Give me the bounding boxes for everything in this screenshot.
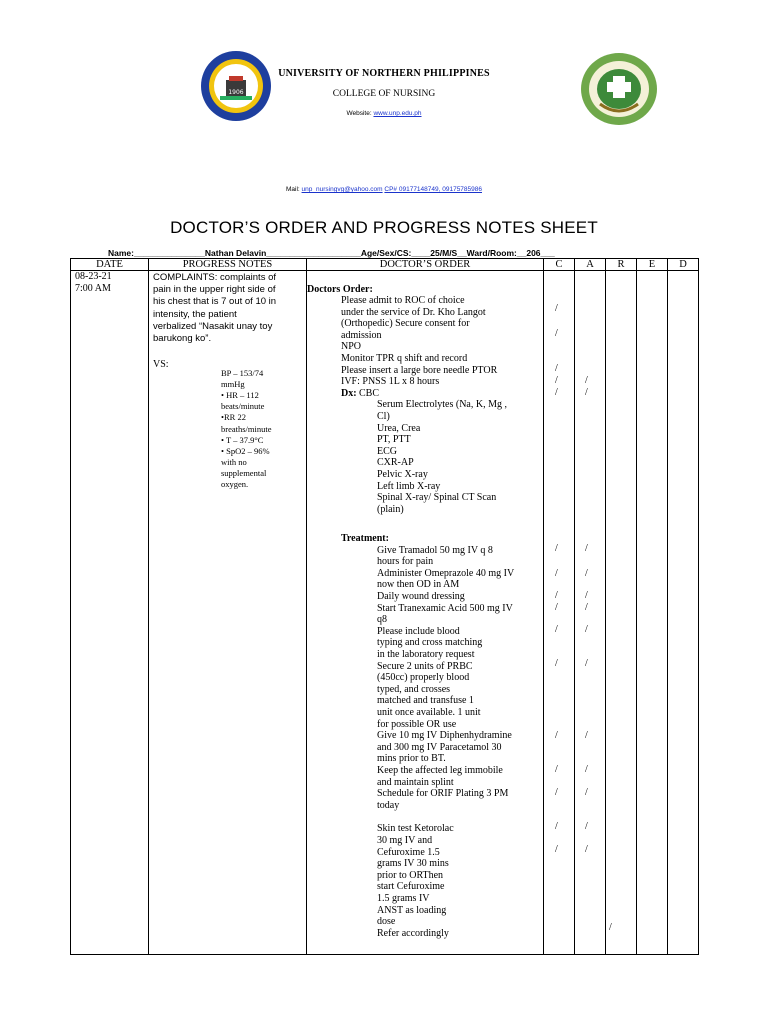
- d-column-cell: [668, 271, 699, 955]
- dx-line: Serum Electrolytes (Na, K, Mg ,: [377, 399, 507, 411]
- phone-link[interactable]: CP# 09177148749, 09175785986: [384, 186, 482, 193]
- treatment-line: Give 10 mg IV Diphenhydramine: [377, 730, 512, 742]
- order-line: (Orthopedic) Secure consent for: [341, 318, 470, 330]
- header-a: A: [575, 259, 606, 271]
- table-header-row: [71, 259, 699, 271]
- skin-test-line: ANST as loading: [377, 904, 447, 916]
- treatment-line: Give Tramadol 50 mg IV q 8: [377, 544, 493, 556]
- header-c: C: [544, 259, 575, 271]
- a-check-mark: /: [585, 375, 588, 386]
- a-check-mark: /: [585, 387, 588, 398]
- complaint-line: intensity, the patient: [153, 308, 237, 320]
- vital-sign-line: • SpO2 – 96%: [221, 445, 270, 456]
- a-check-mark: /: [585, 602, 588, 613]
- c-check-mark: /: [555, 821, 558, 832]
- c-column-cell: [544, 271, 575, 955]
- c-check-mark: /: [555, 543, 558, 554]
- skin-test-line: Cefuroxime 1.5: [377, 846, 440, 858]
- a-check-mark: /: [585, 730, 588, 741]
- a-check-mark: /: [585, 543, 588, 554]
- c-check-mark: /: [555, 387, 558, 398]
- c-check-mark: /: [555, 844, 558, 855]
- a-check-mark: /: [585, 624, 588, 635]
- treatment-line: today: [377, 799, 400, 811]
- contact-line: [0, 186, 768, 193]
- dx-line: (plain): [377, 503, 404, 515]
- vital-sign-line: supplemental: [221, 467, 267, 478]
- treatment-line: hours for pain: [377, 556, 434, 568]
- patient-info-line: Name:_______________Nathan Delavin____________________Age/Sex/CS:____25/M/S__Ward/Room:__206___: [108, 248, 555, 258]
- time-value: 7:00 AM: [75, 283, 111, 294]
- c-check-mark: /: [555, 787, 558, 798]
- treatment-line: mins prior to BT.: [377, 753, 446, 765]
- treatment-line: for possible OR use: [377, 718, 457, 730]
- c-check-mark: /: [555, 568, 558, 579]
- complaint-line: his chest that is 7 out of 10 in: [153, 296, 277, 308]
- c-check-mark: /: [555, 602, 558, 613]
- header-progress-notes: PROGRESS NOTES: [149, 259, 307, 271]
- progress-notes-cell: [149, 271, 307, 955]
- a-check-mark: /: [585, 821, 588, 832]
- order-line: Monitor TPR q shift and record: [341, 353, 468, 364]
- dx-line: CBC: [359, 387, 380, 399]
- treatment-line: matched and transfuse 1: [377, 695, 474, 707]
- order-line: under the service of Dr. Kho Langot: [341, 306, 486, 318]
- vital-sign-line: • T – 37.9°C: [221, 434, 264, 445]
- dx-line: Left limb X-ray: [377, 480, 441, 492]
- e-column-cell: [637, 271, 668, 955]
- treatment-line: and 300 mg IV Paracetamol 30: [377, 741, 502, 753]
- treatment-line: typed, and crosses: [377, 683, 451, 695]
- treatment-line: Schedule for ORIF Plating 3 PM: [377, 788, 509, 800]
- dx-line: ECG: [377, 445, 397, 457]
- vital-sign-line: beats/minute: [221, 401, 265, 412]
- college-name: COLLEGE OF NURSING: [332, 89, 436, 99]
- vs-label: VS:: [153, 359, 169, 370]
- treatment-line: (450cc) properly blood: [377, 672, 470, 684]
- order-line: admission: [341, 329, 382, 341]
- order-line: Please admit to ROC of choice: [341, 295, 465, 306]
- treatment-line: Daily wound dressing: [377, 591, 465, 602]
- treatment-line: unit once available. 1 unit: [377, 707, 481, 718]
- c-check-mark: /: [555, 764, 558, 775]
- website-line: [0, 110, 768, 117]
- vital-sign-line: breaths/minute: [221, 423, 272, 434]
- date-cell: [71, 271, 149, 955]
- vital-sign-line: BP – 153/74: [221, 368, 264, 378]
- c-check-mark: /: [555, 328, 558, 339]
- orders-table: [70, 258, 699, 955]
- treatment-line: q8: [377, 614, 387, 626]
- skin-test-line: 1.5 grams IV: [377, 893, 430, 904]
- mail-link[interactable]: unp_nursingvg@yahoo.com: [301, 186, 383, 193]
- website-link[interactable]: www.unp.edu.ph: [373, 110, 422, 117]
- skin-test-line: Refer accordingly: [377, 927, 449, 939]
- dx-line: Spinal X-ray/ Spinal CT Scan: [377, 492, 497, 504]
- university-name: UNIVERSITY OF NORTHERN PHILIPPINES: [278, 68, 490, 79]
- mail-label: Mail:: [286, 186, 300, 193]
- treatment-line: Please include blood: [377, 625, 460, 637]
- c-check-mark: /: [555, 658, 558, 669]
- treatment-line: Administer Omeprazole 40 mg IV: [377, 567, 515, 579]
- skin-test-line: dose: [377, 916, 396, 928]
- header-doctors-order: DOCTOR’S ORDER: [307, 259, 544, 271]
- complaint-line: verbalized “Nasakit unay toy: [153, 320, 273, 332]
- complaint-line: barukong ko”.: [153, 333, 212, 344]
- skin-test-line: 30 mg IV and: [377, 835, 433, 846]
- order-line: Please insert a large bore needle PTOR: [341, 364, 498, 376]
- a-column-cell: [575, 271, 606, 955]
- a-check-mark: /: [585, 568, 588, 579]
- skin-test-line: start Cefuroxime: [377, 881, 445, 893]
- order-line: NPO: [341, 341, 362, 353]
- svg-text:1906: 1906: [228, 89, 244, 96]
- r-check-mark: /: [609, 922, 612, 933]
- a-check-mark: /: [585, 764, 588, 775]
- website-label: Website:: [346, 110, 372, 117]
- treatment-label: Treatment:: [341, 533, 389, 544]
- header-r: R: [606, 259, 637, 271]
- complaint-line: COMPLAINTS: complaints of: [153, 272, 277, 283]
- c-check-mark: /: [555, 363, 558, 374]
- a-check-mark: /: [585, 590, 588, 601]
- c-check-mark: /: [555, 375, 558, 386]
- a-check-mark: /: [585, 844, 588, 855]
- vital-sign-line: mmHg: [221, 379, 245, 390]
- a-check-mark: /: [585, 658, 588, 669]
- c-check-mark: /: [555, 590, 558, 601]
- dx-line: Pelvic X-ray: [377, 469, 428, 480]
- header-e: E: [637, 259, 668, 271]
- dx-line: Cl): [377, 411, 390, 422]
- doctors-order-heading: Doctors Order:: [307, 284, 373, 295]
- skin-test-line: prior to ORThen: [377, 869, 444, 881]
- c-check-mark: /: [555, 730, 558, 741]
- treatment-line: and maintain splint: [377, 776, 454, 788]
- complaint-line: pain in the upper right side of: [153, 284, 276, 296]
- treatment-line: Secure 2 units of PRBC: [377, 660, 473, 672]
- treatment-line: now then OD in AM: [377, 579, 460, 591]
- order-line: IVF: PNSS 1L x 8 hours: [341, 376, 440, 388]
- dx-line: PT, PTT: [377, 434, 411, 446]
- c-check-mark: /: [555, 624, 558, 635]
- vital-sign-line: with no: [221, 456, 247, 467]
- dx-line: Urea, Crea: [377, 422, 421, 434]
- skin-test-line: Skin test Ketorolac: [377, 823, 454, 835]
- treatment-line: in the laboratory request: [377, 649, 475, 660]
- vital-sign-line: •RR 22: [221, 412, 246, 423]
- c-check-mark: /: [555, 303, 558, 314]
- treatment-line: Start Tranexamic Acid 500 mg IV: [377, 602, 513, 614]
- dx-line: CXR-AP: [377, 457, 414, 469]
- vital-sign-line: oxygen.: [221, 479, 249, 489]
- date-value: 08-23-21: [75, 271, 112, 282]
- header-d: D: [668, 259, 699, 271]
- doctors-order-cell: [307, 271, 544, 955]
- vital-sign-line: • HR – 112: [221, 390, 259, 401]
- table-row: [71, 271, 699, 955]
- dx-label: Dx:: [341, 387, 357, 399]
- page-title: DOCTOR’S ORDER AND PROGRESS NOTES SHEET: [170, 218, 598, 237]
- a-check-mark: /: [585, 787, 588, 798]
- treatment-line: typing and cross matching: [377, 637, 483, 649]
- treatment-line: Keep the affected leg immobile: [377, 765, 503, 776]
- header-date: DATE: [71, 259, 149, 271]
- r-column-cell: [606, 271, 637, 955]
- skin-test-line: grams IV 30 mins: [377, 858, 449, 870]
